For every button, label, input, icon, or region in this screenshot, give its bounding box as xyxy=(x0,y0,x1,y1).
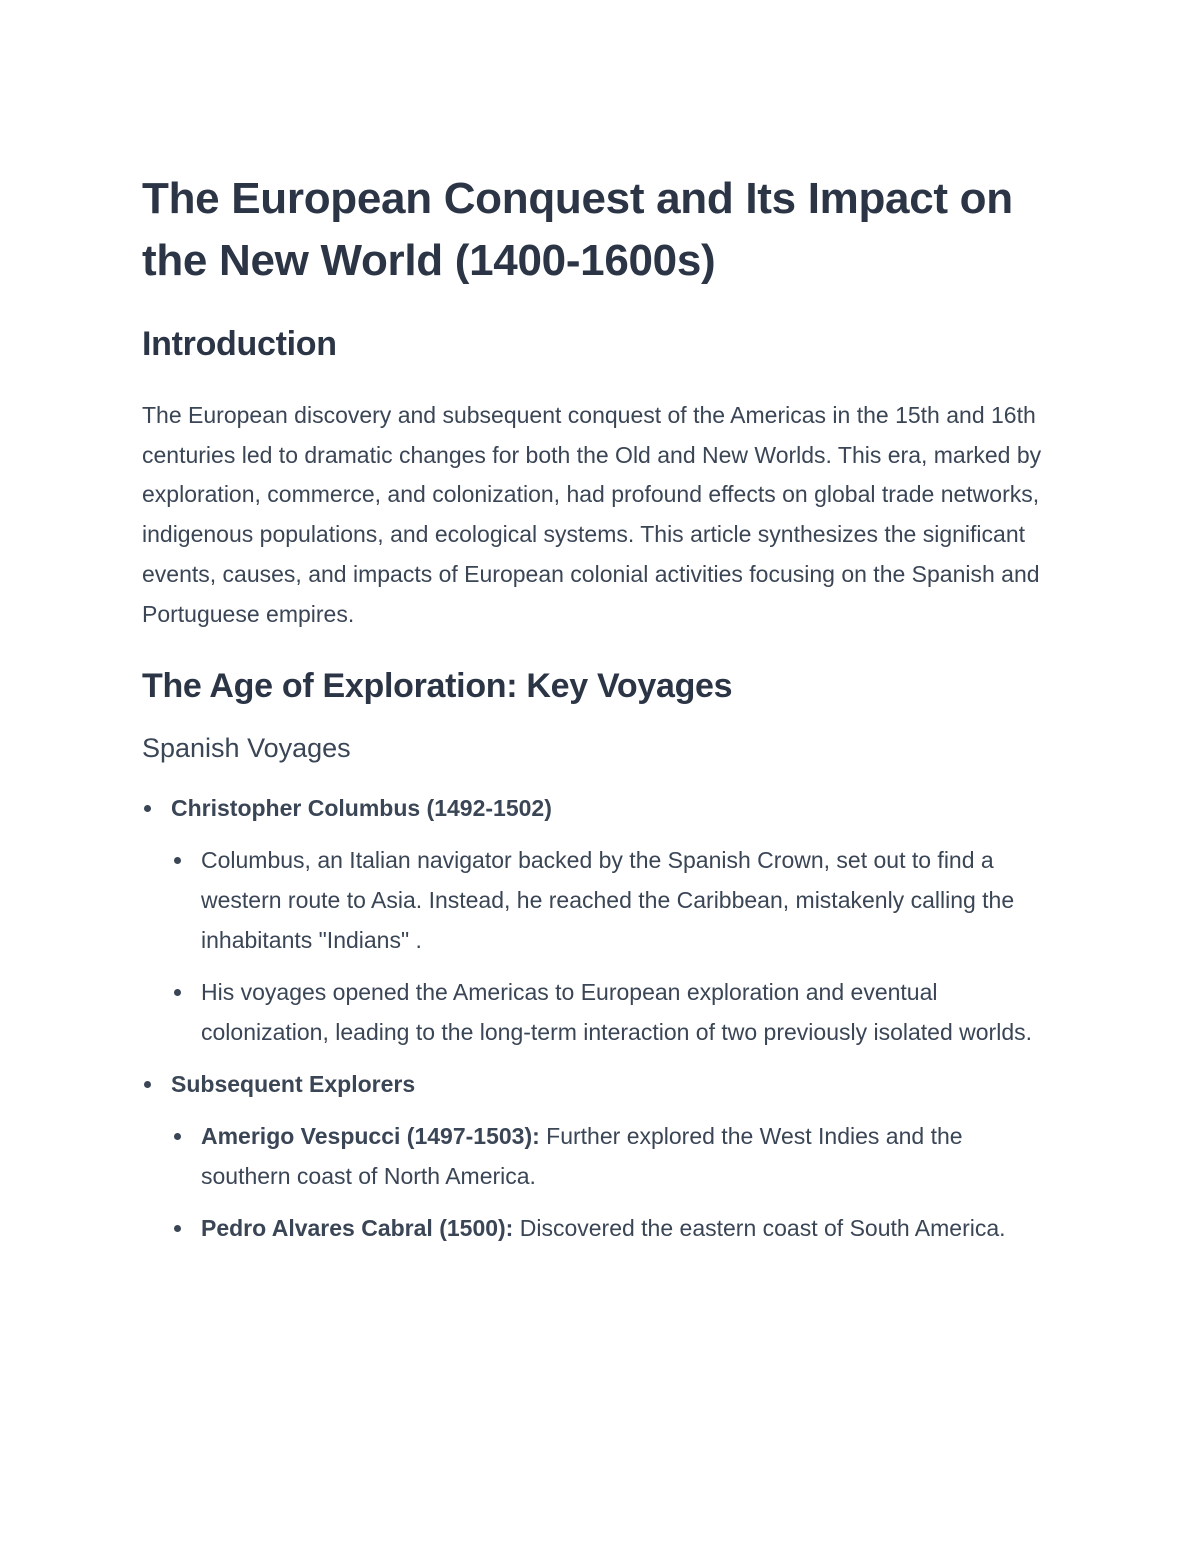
subheading-spanish-voyages: Spanish Voyages xyxy=(142,733,351,764)
list-item: His voyages opened the Americas to European exploration and eventual colonization, leading to the long-term interaction of two previously isolated worlds. xyxy=(171,972,1057,1052)
explorer-description: Discovered the eastern coast of South America. xyxy=(513,1215,1006,1242)
list-item: Columbus, an Italian navigator backed by the Spanish Crown, set out to find a western route to Asia. Instead, he reached the Caribbean, mistakenly calling the inhabitants "Indians" . xyxy=(171,840,1057,960)
list-item-vespucci xyxy=(171,1116,1057,1196)
section-heading-age-of-exploration: The Age of Exploration: Key Voyages xyxy=(142,667,733,706)
explorer-name: Pedro Alvares Cabral (1500): xyxy=(201,1215,514,1242)
explorer-name: Amerigo Vespucci (1497-1503): xyxy=(201,1123,540,1150)
list-item-subsequent-explorers xyxy=(142,1064,1057,1248)
list-item-columbus xyxy=(142,788,1057,1052)
document-page xyxy=(142,168,1057,1248)
list-item-cabral xyxy=(171,1208,1057,1248)
section-heading-introduction: Introduction xyxy=(142,325,337,363)
subsequent-explorers-title: Subsequent Explorers xyxy=(171,1071,416,1098)
explorer-description: Further explored the West Indies and the southern coast of North America. xyxy=(201,1123,963,1190)
explorers-list xyxy=(171,1116,1057,1248)
document-title: The European Conquest and Its Impact on the New World (1400-1600s) xyxy=(142,174,1013,285)
voyages-list xyxy=(142,788,1057,1248)
columbus-points-list xyxy=(171,840,1057,1052)
intro-paragraph: The European discovery and subsequent conquest of the Americas in the 15th and 16th centuries led to dramatic changes for both the Old and New Worlds. This era, marked by exploration, commerce, and colonization, had profound effects on global trade networks, indigenous populations, and ecological systems. This article synthesizes the significant events, causes, and impacts of European colonial activities focusing on the Spanish and Portuguese empires. xyxy=(142,402,1042,627)
columbus-title: Christopher Columbus (1492-1502) xyxy=(171,795,552,822)
